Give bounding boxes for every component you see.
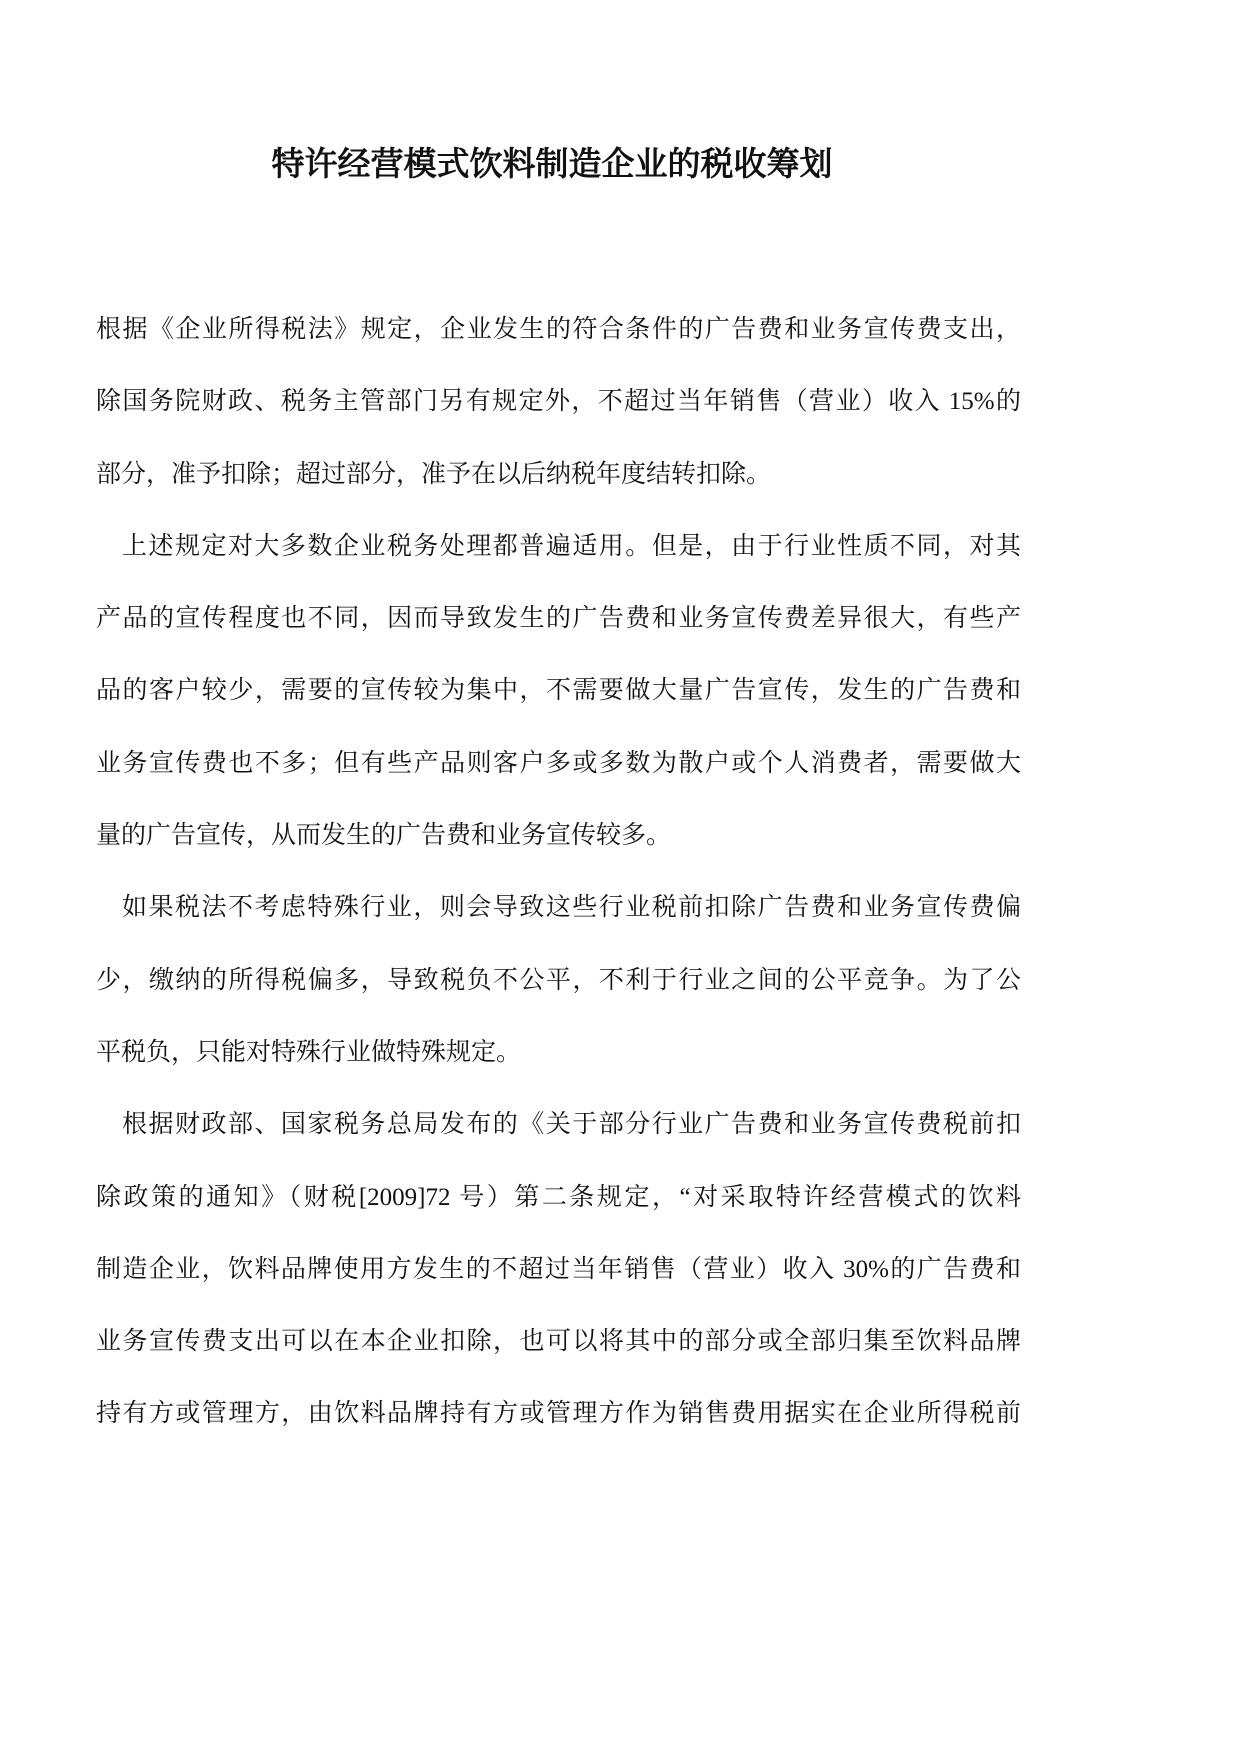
paragraph-line: 上述规定对大多数企业税务处理都普遍适用。但是，由于行业性质不同，对其 [122, 532, 1021, 560]
paragraph-4 [96, 1089, 1021, 1450]
document-title: 特许经营模式饮料制造企业的税收筹划 [271, 147, 833, 183]
paragraph-line: 品的客户较少，需要的宣传较为集中，不需要做大量广告宣传，发生的广告费和 [96, 677, 1021, 705]
paragraph-line: 根据财政部、国家税务总局发布的《关于部分行业广告费和业务宣传费税前扣 [122, 1111, 1021, 1139]
paragraph-line: 业务宣传费支出可以在本企业扣除，也可以将其中的部分或全部归集至饮料品牌 [96, 1328, 1021, 1356]
paragraph-line: 量的广告宣传，从而发生的广告费和业务宣传较多。 [96, 822, 672, 850]
paragraph-3 [96, 872, 1021, 1089]
paragraph-2 [96, 511, 1021, 872]
paragraph-1 [96, 294, 1021, 511]
paragraph-line: 除政策的通知》（财税[2009]72 号）第二条规定，“对采取特许经营模式的饮料 [96, 1183, 1021, 1211]
paragraph-line: 平税负，只能对特殊行业做特殊规定。 [96, 1038, 522, 1066]
paragraph-line: 少，缴纳的所得税偏多，导致税负不公平，不利于行业之间的公平竞争。为了公 [96, 966, 1021, 994]
paragraph-line: 持有方或管理方，由饮料品牌持有方或管理方作为销售费用据实在企业所得税前 [96, 1400, 1021, 1428]
paragraph-line: 部分，准予扣除；超过部分，准予在以后纳税年度结转扣除。 [96, 460, 772, 488]
document-body [96, 294, 1021, 1451]
paragraph-line: 业务宣传费也不多；但有些产品则客户多或多数为散户或个人消费者，需要做大 [96, 749, 1021, 777]
paragraph-line: 如果税法不考虑特殊行业，则会导致这些行业税前扣除广告费和业务宣传费偏 [122, 894, 1021, 922]
paragraph-line: 除国务院财政、税务主管部门另有规定外，不超过当年销售（营业）收入 15%的 [96, 388, 1021, 416]
paragraph-line: 制造企业，饮料品牌使用方发生的不超过当年销售（营业）收入 30%的广告费和 [96, 1255, 1021, 1283]
paragraph-line: 根据《企业所得税法》规定，企业发生的符合条件的广告费和业务宣传费支出， [96, 316, 1021, 343]
paragraph-line: 产品的宣传程度也不同，因而导致发生的广告费和业务宣传费差异很大，有些产 [96, 605, 1021, 633]
